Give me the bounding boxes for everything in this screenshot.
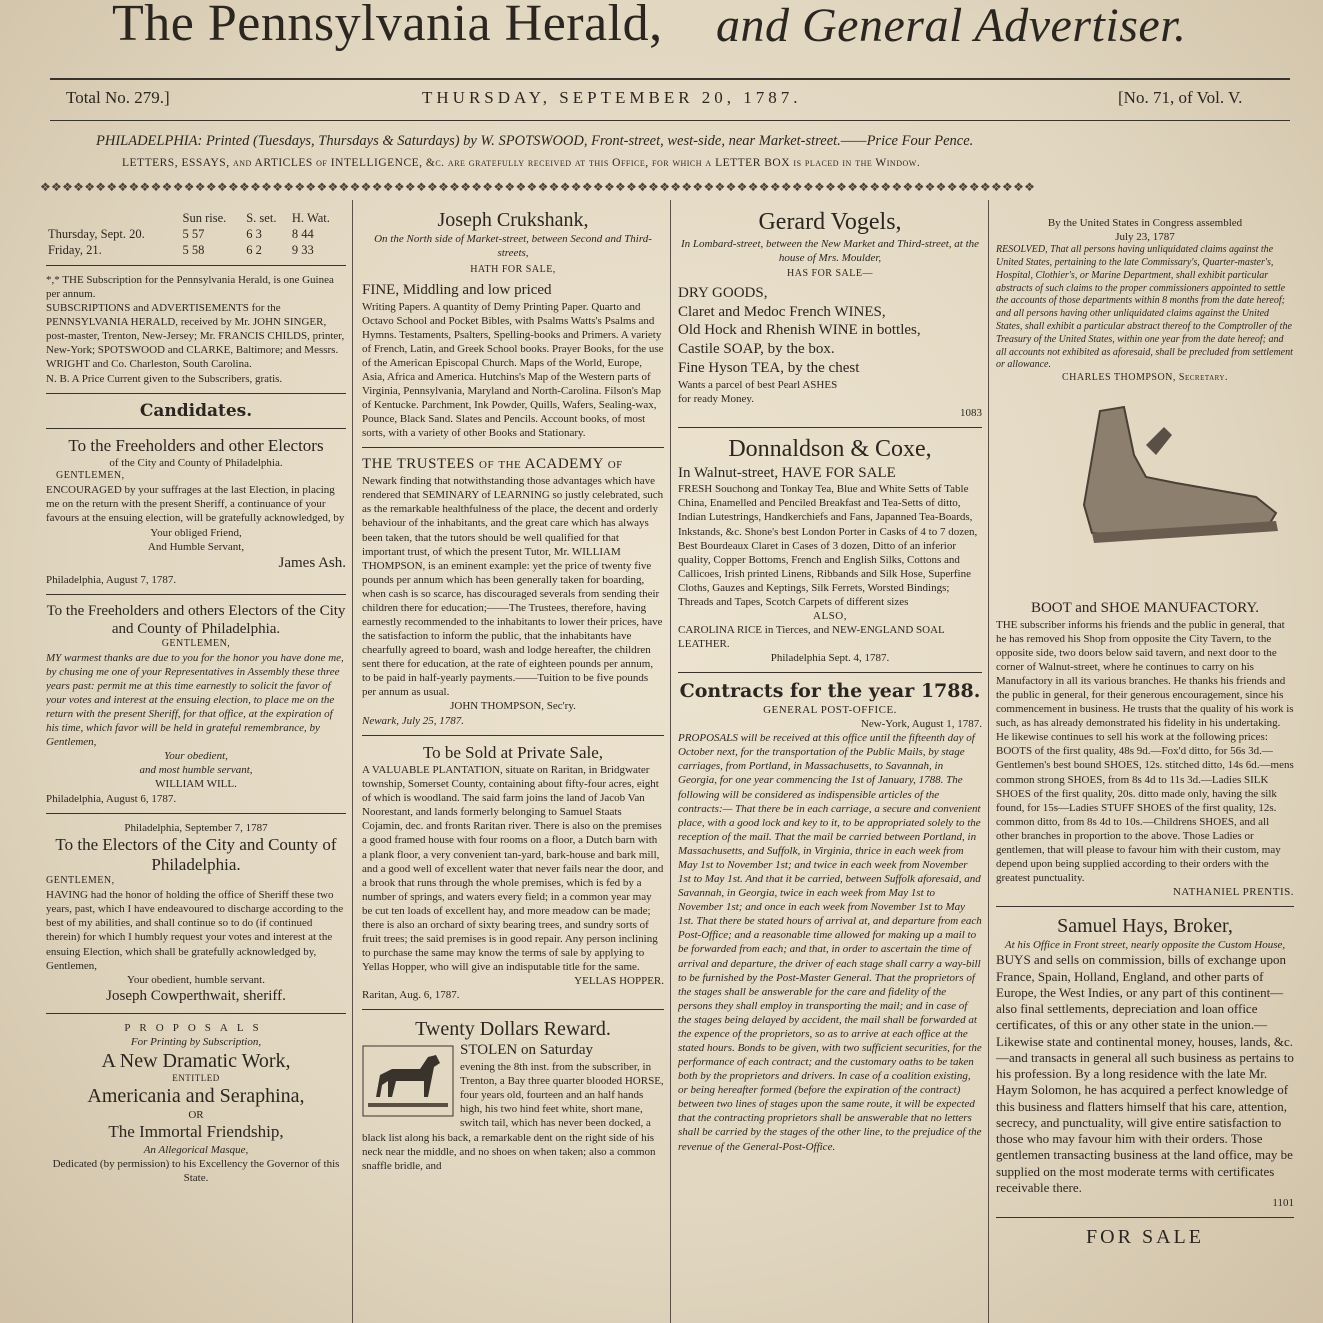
for-sale-label: HATH FOR SALE,	[470, 264, 556, 276]
ad-title: Samuel Hays, Broker,	[1057, 915, 1233, 938]
separator	[46, 1013, 346, 1014]
separator	[678, 427, 982, 428]
signature: Joseph Cowperthwait, sheriff.	[106, 987, 286, 1004]
ad-subtitle: GENERAL POST-OFFICE.	[763, 704, 897, 717]
table-header: H. Wat.	[291, 211, 330, 225]
ad-line: Old Hock and Rhenish WINE in bottles,	[678, 322, 921, 339]
ad-body: Newark finding that notwithstanding those advantages which have rendered that SEMINARY of LEARNING so justly celebrated, such as the remarkable healthfulness of the place, the decent and orderly behaviour of the inhabitants, and the great care which has always been taken, that the tutors should be well qualified for that important trust, of which the present Tutor, Mr. WILLIAM THOMPSON, is an eminent example: yet the price of twenty five pounds per annum which has been generally taken for boarding, when cash is so scarce, has discouraged severals from sending their children there for education;——The Trustees, therefore, having earnestly recommended to the inhabitants to lower their prices, have the satisfaction to inform the public, that the inhabitants have chearfully agreed to board, wash and lodge hereafter, the children sent there for education, at the rate of eighteen pounds per annum, to be paid in half-yearly payments.——Tuition to be five pounds per annum as usual.	[362, 475, 664, 699]
ad-body: evening the 8th inst. from the subscriber, in Trenton, a Bay three quarter blooded HORSE, four years old, fourteen and an half hands high, his two hind feet white, short mane, switch tail, which has never been docked, a black list along his back, a remarkable dent on the right side of his neck near the middle, and no shoes on when taken; also a common snaffle bridle, and	[362, 1061, 664, 1172]
table-cell: Friday, 21.	[48, 243, 102, 257]
ad-number: 1083	[960, 406, 982, 419]
ad-line: Fine Hyson TEA, by the chest	[678, 359, 860, 376]
closing: Your obedient,	[164, 750, 228, 763]
ad-date: New-York, August 1, 1787.	[860, 718, 982, 731]
table-cell: 5 57	[182, 227, 205, 241]
salutation: GENTLEMEN,	[161, 637, 231, 649]
work-subtitle: The Immortal Friendship,	[108, 1122, 284, 1142]
separator	[46, 393, 346, 394]
imprint-line: PHILADELPHIA: Printed (Tuesdays, Thursdays & Saturdays) by W. SPOTSWOOD, Front-street, west-side, near Market-street.——Price Four Pence.	[96, 133, 974, 149]
dateline-rule	[50, 120, 1290, 121]
table-cell: 6 2	[246, 243, 262, 257]
ad-address: At his Office in Front street, nearly opposite the Custom House,	[1004, 939, 1286, 952]
section-title: Candidates.	[139, 400, 253, 421]
ad-title: Contracts for the year 1788.	[679, 680, 981, 703]
ornament-border: ❖❖❖❖❖❖❖❖❖❖❖❖❖❖❖❖❖❖❖❖❖❖❖❖❖❖❖❖❖❖❖❖❖❖❖❖❖❖❖❖❖❖❖❖❖❖❖❖❖❖❖❖❖❖❖❖❖❖❖❖❖❖❖❖❖❖❖❖❖❖❖❖❖❖❖❖❖❖❖❖❖❖❖❖❖❖❖❖❖❖	[40, 180, 1036, 194]
table-header: S. set.	[246, 211, 277, 225]
entitled-label: ENTITLED	[172, 1072, 220, 1083]
ad-address: In Lombard-street, between the New Market and Third-street, at the house of Mrs. Moulder,	[680, 237, 980, 264]
for-sale-label: HAS FOR SALE—	[787, 267, 873, 279]
proposals-subheading: For Printing by Subscription,	[130, 1035, 262, 1048]
separator	[996, 906, 1294, 907]
ad-line: DRY GOODS,	[678, 284, 768, 301]
boot-icon	[996, 385, 1294, 599]
volume-number: [No. 71, of Vol. V.	[1118, 88, 1243, 107]
signature: CHARLES THOMPSON, Secretary.	[1062, 372, 1228, 384]
proposals-heading: PROPOSALS	[124, 1021, 268, 1034]
closing: and most humble servant,	[139, 764, 253, 777]
table-cell: 9 33	[291, 243, 314, 257]
ad-title: Donnaldson & Coxe,	[728, 435, 932, 462]
horse-icon	[362, 1045, 454, 1117]
ad-number: 1101	[1272, 1197, 1294, 1210]
ad-body: BUYS and sells on commission, bills of exchange upon France, Spain, Holland, England, and other parts of Europe, the West Indies, or any part of this continent—also final settlements, depreciation and loan office certificates, of this or any other state in the union.—Likewise state and continental money, houses, lands, &c.—and transacts in general all such business as pertains to his profession. By a long residence with the late Mr. Haym Solomon, he has acquired a perfect knowledge of this business and flatters himself that his care, attention, secrecy, and punctuality, will give entire satisfaction to those who may favour him with their orders. Those gentlemen transacting business at the land office, may be supplied on the most moderate terms with certificates receivable there.	[996, 952, 1294, 1195]
column-divider	[352, 200, 353, 1323]
ad-date: Raritan, Aug. 6, 1787.	[362, 989, 460, 1002]
dedication: Dedicated (by permission) to his Excellency the Governor of this State.	[52, 1157, 340, 1184]
horse-woodcut	[362, 1045, 454, 1117]
signature: James Ash.	[278, 554, 346, 571]
boot-woodcut	[996, 385, 1294, 599]
table-cell: 8 44	[291, 227, 314, 241]
ad-body: CAROLINA RICE in Tierces, and NEW-ENGLAND SOAL LEATHER.	[678, 624, 945, 651]
ad-title: Joseph Crukshank,	[437, 209, 589, 231]
ad-date: Philadelphia, August 6, 1787.	[46, 792, 177, 805]
subscription-agents: SUBSCRIPTIONS and ADVERTISEMENTS for the PENNSYLVANIA HERALD, received by Mr. JOHN SINGER, post-master, Trenton, New-Jersey; Mr. FRANCIS CHILDS, printer, New-York; SPOTSWOOD and CLARKE, Baltimore; and Messrs. WRIGHT and Co. Charleston, South Carolina.	[46, 302, 345, 371]
ad-body: ENCOURAGED by your suffrages at the last Election, in placing me on the return with the present Sheriff, a continuance of your favours at the ensuing election, will be gratefully acknowledged, by	[46, 484, 345, 525]
signature: WILLIAM WILL.	[155, 778, 237, 791]
separator	[46, 265, 346, 266]
salutation: GENTLEMEN,	[46, 875, 115, 887]
dateline	[0, 88, 1323, 112]
ad-lead: STOLEN on Saturday	[460, 1042, 594, 1059]
ad-body: RESOLVED, That all persons having unliquidated claims against the United States, pertaining to the late Commissary's, Quarter-master's, Hospital, Clothier's, or Marine Department, shall exhibit particular abstracts of such claims to the proper commissioners appointed to settle the accounts of those departments within 8 months from the date hereof; and all persons having other unliquidated claims against the United States, shall exhibit a particular abstract thereof to the Comptroller of the Treasury of the United States, within one year from the date hereof; and all accounts not exhibited as aforesaid, shall be precluded from settlement or allowance.	[996, 244, 1293, 371]
ad-date: July 23, 1787	[1115, 231, 1175, 244]
ad-title: THE TRUSTEES of the ACADEMY of	[362, 456, 623, 473]
ad-address: On the North side of Market-street, between Second and Third-streets,	[374, 233, 652, 260]
also-label: ALSO,	[813, 609, 847, 622]
column-1	[46, 200, 346, 1323]
total-number: Total No. 279.]	[66, 88, 170, 107]
signature: YELLAS HOPPER.	[574, 975, 664, 988]
table-header: Sun rise.	[182, 211, 227, 225]
ad-body: MY warmest thanks are due to you for the honor you have done me, by chusing me one of your Representatives in Assembly these three years past: permit me at this time earnestly to solicit the favor of your votes and interest at the ensuing election, to place me on the return with the present Sheriff, for that office, at the expiration of his time, which favor will be held in grateful remembrance, by Gentlemen,	[46, 651, 344, 749]
table-cell: 6 3	[246, 227, 262, 241]
ad-title: To the Electors of the City and County of Philadelphia.	[55, 834, 337, 875]
closing: Your obedient, humble servant.	[127, 973, 265, 986]
closing: Your obliged Friend,	[150, 526, 242, 539]
separator	[996, 1217, 1294, 1218]
closing: And Humble Servant,	[147, 540, 245, 553]
separator	[362, 735, 664, 736]
column-3	[678, 200, 982, 1323]
separator	[46, 428, 346, 429]
ad-body: HAVING had the honor of holding the office of Sheriff these two years, past, which I have endeavoured to discharge according to the best of my abilities, and shall continue so to do (if continued therein) for which I humbly request your votes and interest at the ensuing Election, which shall be gratefully acknowledged by, Gentlemen,	[46, 889, 344, 972]
separator	[678, 672, 982, 673]
issue-date: THURSDAY, SEPTEMBER 20, 1787.	[422, 88, 802, 107]
letters-notice: LETTERS, ESSAYS, and ARTICLES of INTELLIGENCE, &c. are gratefully received at this Office, for which a LETTER BOX is placed in the Window.	[122, 157, 921, 169]
salutation: GENTLEMEN,	[56, 470, 125, 482]
work-name: Americania and Seraphina,	[87, 1085, 305, 1108]
table-cell: Thursday, Sept. 20.	[48, 227, 145, 241]
masthead-title: The Pennsylvania Herald,	[112, 0, 663, 52]
ad-title: BOOT and SHOE MANUFACTORY.	[1030, 599, 1260, 616]
signature: JOHN THOMPSON, Sec'ry.	[450, 700, 576, 713]
work-genre: An Allegorical Masque,	[143, 1143, 249, 1156]
ad-body: A VALUABLE PLANTATION, situate on Raritan, in Bridgwater township, Somerset County, containing about fifty-four acres, eight of which is woodland. The said farm joins the land of Jacob Van Noorestant, and lands formerly belonging to Samuel Staats Cojamin, dec. and fronts Raritan river. There is also on the premises a good framed house with four rooms on a floor, a Dutch barn with a plank floor, a very convenient tan-yard, bark-house and bark mill, and a good well of excellent water that never fails near the door, and a brook that runs through the whole premises, which is fed by a number of springs, and waters every field; in a common year may be cut ten loads of excellent hay, and more meadow can be made; there is also an orchard of sixty bearing trees, and sundry sorts of fruit trees; the said premises is in good repair. Any person inclining to purchase the same may know the terms of sale by applying to Yellas Hopper, who will give an indisputable title for the same.	[362, 764, 664, 974]
ad-body: PROPOSALS will be received at this office until the fifteenth day of October next, for the transportation of the Public Mails, by stage carriages, from Portland, in Massachusetts, to Savannah, in Georgia, for one year commencing the 1st of January, 1788. The following will be considered as indispensible articles of the contracts:— That there be in each carriage, a secure and convenient place, with a good lock and key to it, to be appropriated solely to the reception of the mail. That the mail be carried between Portland, in Massachusetts, and Suffolk, in Virginia, thrice in each week from May 1st to November 1st; and twice in each week from November 1st to May 1st. And that it be carried, between Suffolk aforesaid, and Savannah, in Georgia, twice in each week from May 1st to November 1st; and once in each week from November 1st to May 1st. That there be stated hours of arrival at, and departure from each Post-Office; and a reasonable time allowed for making up a mail to be forwarded from each; and that, in order to ascertain the time of arrival and departure, the driver of each stage shall carry a way-bill to be furnished by the Post-Master General. That the proprietors of the stages shall be answerable for the care and fidelity of the persons they shall employ in transporting the mail; and in case of the stages being delayed by accident, the mail shall be forwarded at the expence of the proprietors, so as to arrive at each office at the stated hours. Bonds to be given, with two sufficient securities, for the performance of each contract; and the customary oaths to be taken both by the proprietors and drivers. In case of a coalition existing, or being hereafter formed (before the expiration of the contract) between two lines of stages upon the same route, it will be expected that the contracting proprietors shall be answerable that no letters shall be carried by the stages of the other line, to the prejudice of the revenue of the General-Post-Office.	[678, 732, 982, 1153]
masthead-rule	[50, 78, 1290, 80]
column-4	[996, 200, 1294, 1323]
ad-title: FOR SALE	[1086, 1226, 1204, 1249]
ad-title: Gerard Vogels,	[758, 209, 902, 235]
sun-tide-table	[46, 210, 346, 258]
ad-line: Claret and Medoc French WINES,	[678, 303, 886, 320]
ad-body: THE subscriber informs his friends and the public in general, that he has removed his Shop from opposite the City Tavern, to the opposite side, two doors below said tavern, and next door to the corner of Walnut-street, where he continues to carry on his Manufactory in all its various branches. He thanks his friends and the public in general, for their generous encouragement, since his commencement in business. He trusts that the quality of his work is such, as has already demonstrated his fidelity in his undertaking. He likewise continues to sell his work at the following prices: BOOTS of the first quality, 48s 9d.—Fox'd ditto, for 56s 3d.—Gentlemen's best bound SHOES, 12s. stitched ditto, 14s 6d.—mens common strong SHOES, from 8s 4d to 11s 3d.—Ladies SILK SHOES of the first quality, 20s. ditto made only, having the silk found, for 15s—Ladies STUFF SHOES of the first quality, 12s. common ditto, from 8s 4d to 10s.—Childrens SHOES, and all other branches in proportion to the above. Those Ladies or gentlemen, that will please to favour him with their custom, may depend upon being supplied according to their orders with the greatest punctuality.	[996, 618, 1294, 885]
separator	[46, 594, 346, 595]
ad-subtitle: of the City and County of Philadelphia.	[109, 457, 283, 470]
signature: NATHANIEL PRENTIS.	[1172, 886, 1294, 899]
ad-body: Writing Papers. A quantity of Demy Printing Paper. Quarto and Octavo School and Pocket Bibles, with Psalms Watts's Psalms and Hymns. Testaments, Psalters, Spelling-books and Primers. A variety of French, Latin, and Greek School books. Prayer Books, for the use of the American Episcopal Church. Maps of the World, Europe, Asia, Africa and America. Hutchins's Map of the Western parts of Virginia, Pennsylvania, Maryland and North-Carolina. Filson's Map of Kentucke. Parchment, Ink Powder, Quills, Wafers, Sealing-wax, Pounce, Black Sand. Slates and Pencils. Account books, of most sorts, with a variety of other Books and Stationary.	[362, 300, 664, 440]
ad-date: Philadelphia, August 7, 1787.	[46, 573, 177, 586]
ad-line: Castile SOAP, by the box.	[678, 341, 835, 357]
work-title: A New Dramatic Work,	[101, 1049, 291, 1072]
ad-line: Wants a parcel of best Pearl ASHES	[678, 378, 838, 391]
resolution-heading: By the United States in Congress assembled	[1047, 217, 1243, 229]
ad-date: Philadelphia, September 7, 1787	[124, 821, 268, 834]
separator	[46, 813, 346, 814]
column-divider	[670, 200, 671, 1323]
ad-title: To the Freeholders and other Electors	[68, 436, 324, 456]
column-2	[362, 200, 664, 1323]
separator	[362, 447, 664, 448]
column-divider	[988, 200, 989, 1323]
masthead	[0, 0, 1323, 64]
ad-body: FRESH Souchong and Tonkay Tea, Blue and White Setts of Table China, Enamelled and Penciled Breakfast and Tea-Setts of ditto, Indian Lutestrings, Handkerchiefs and Fans, Japanned Tea-Boards, Inkstands, &c. Shone's best London Porter in Casks of 4 to 7 dozen, Best Bourdeaux Claret in Cases of 3 dozen, Ditto of an inferior quality, Copper Bottoms, French and English Silks, Cottons and Callicoes, Irish printed Linens, Ribbands and Silk Hose, Superfine Cloths, Gauzes and Keptings, Silk Ferrets, Worsted Bindings; Threads and Tapes, Scotch Carpets of different sizes	[678, 483, 978, 608]
ad-date: Philadelphia Sept. 4, 1787.	[770, 652, 890, 665]
price-current-note: N. B. A Price Current given to the Subscribers, gratis.	[46, 372, 283, 385]
ad-title: To be Sold at Private Sale,	[422, 742, 604, 762]
ad-title: Twenty Dollars Reward.	[415, 1018, 611, 1041]
ad-date: Newark, July 25, 1787.	[362, 714, 465, 727]
ad-lead: FINE, Middling and low priced	[362, 281, 552, 298]
ad-address: In Walnut-street, HAVE FOR SALE	[678, 464, 896, 481]
masthead-subtitle: and General Advertiser.	[716, 0, 1187, 52]
or-label: OR	[188, 1109, 204, 1122]
ad-title: To the Freeholders and others Electors of the City and County of Philadelphia.	[46, 602, 346, 637]
subscription-notice: *,* THE Subscription for the Pennsylvania Herald, is one Guinea per annum.	[46, 274, 334, 301]
table-cell: 5 58	[182, 243, 205, 257]
ad-line: for ready Money.	[678, 392, 754, 405]
separator	[362, 1009, 664, 1010]
table-header	[46, 210, 181, 226]
